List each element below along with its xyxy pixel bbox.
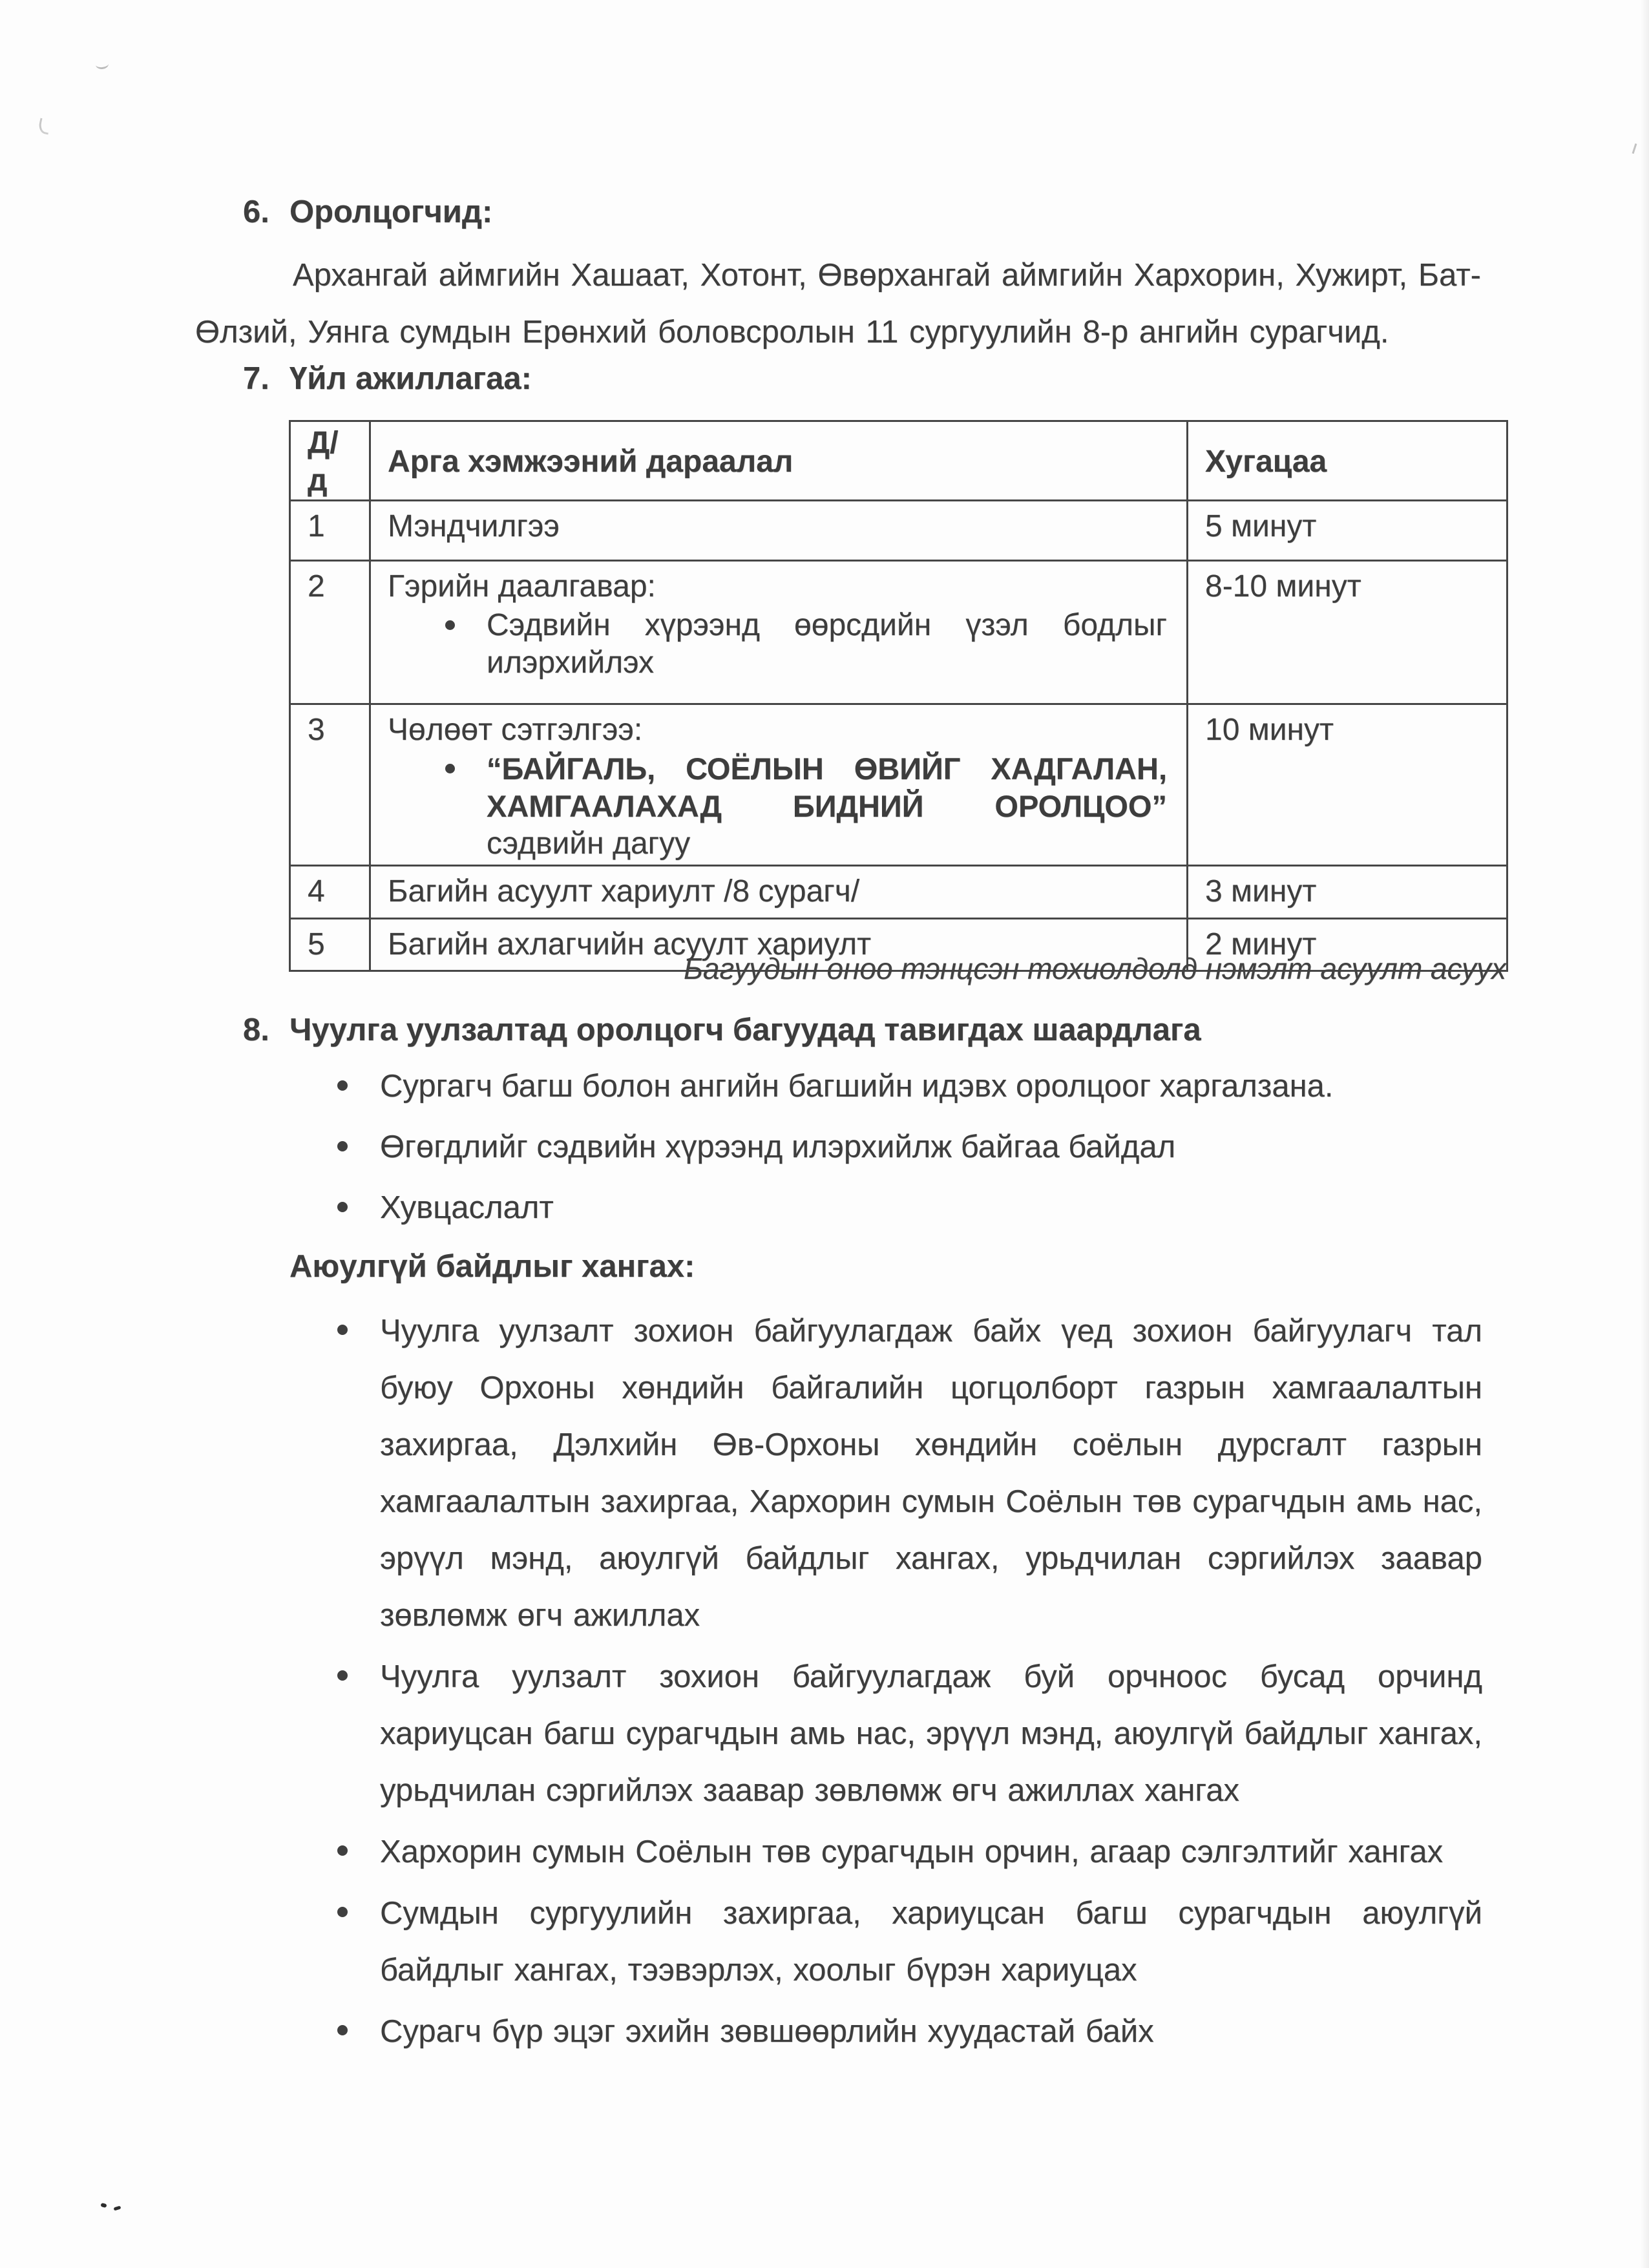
column-header-num: Д/д [290, 421, 370, 501]
activity-sub-item-text: Сэдвийн хүрээнд өөрсдийн үзэл бодлыг илэрхийлэх [487, 608, 1167, 680]
list-item-text: Сумдын сургуулийн захиргаа, хариуцсан багш сурагчдын аюулгүй байдлыг хангах, тээвэрлэх, хоолыг бүрэн хариуцах [380, 1896, 1482, 1988]
activity-table-wrap [289, 420, 1510, 972]
bullet-icon [337, 1845, 348, 1856]
activity-cell: Багийн ахлагчийн асуулт хариулт [370, 919, 1188, 971]
safety-heading: Аюулгүй байдлыг хангах: [289, 1249, 695, 1284]
section-8-number: 8. [243, 1013, 269, 1047]
safety-list [380, 1303, 1482, 2064]
duration-cell: 10 минут [1188, 704, 1507, 866]
list-item [380, 1303, 1482, 1644]
list-item-text: Өгөгдлийг сэдвийн хүрээнд илэрхийлж байгаа байдал [380, 1129, 1176, 1164]
list-item-text: Чуулга уулзалт зохион байгуулагдаж байх үед зохион байгуулагч тал буюу Орхоны хөндийн байгалийн цогцолборт газрын хамгаалалтын захиргаа, Дэлхийн Өв-Орхоны хөндийн соёлын дурсгалт газрын хамгаалалтын захиргаа, Хархорин сумын Соёлын төв сурагчдын амь нас, эрүүл мэнд, аюулгүй байдлыг хангах, урьдчилан сэргийлэх заавар зөвлөмж өгч ажиллах [380, 1314, 1482, 1633]
section-7-heading [243, 361, 532, 397]
participants-paragraph: Архангай аймгийн Хашаат, Хотонт, Өвөрхангай аймгийн Хархорин, Хужирт, Бат-Өлзий, Уянга сумдын Ерөнхий боловсролын 11 сургуулийн 8-р ангийн сурагчид. [195, 258, 1481, 350]
bullet-icon [445, 620, 455, 630]
table-footnote: Багуудын оноо тэнцсэн тохиолдолд нэмэлт асуулт асуух [683, 952, 1506, 985]
activity-sub-item [487, 750, 1167, 825]
column-header-activity: Арга хэмжээний дараалал [370, 421, 1188, 501]
scan-artifact [37, 118, 51, 134]
scan-edge-shading [1640, 0, 1649, 2268]
bullet-icon [337, 1670, 348, 1681]
scan-artifact [113, 2205, 121, 2210]
table-header-row [290, 421, 1507, 501]
list-item [380, 2003, 1482, 2060]
duration-cell: 3 минут [1188, 866, 1507, 919]
bullet-icon [337, 1907, 348, 1917]
list-item-text: Сурагч бүр эцэг эхийн зөвшөөрлийн хуудастай байх [380, 2014, 1154, 2049]
table-row [290, 501, 1507, 561]
list-item-text: Хувцаслалт [380, 1190, 554, 1225]
table-row [290, 561, 1507, 704]
duration-cell: 2 минут [1188, 919, 1507, 971]
row-number-cell: 3 [290, 704, 370, 866]
column-header-duration: Хугацаа [1188, 421, 1507, 501]
duration-cell: 5 минут [1188, 501, 1507, 561]
activity-table [289, 420, 1508, 972]
bullet-icon [337, 1080, 348, 1091]
table-row [290, 866, 1507, 919]
scan-artifact [95, 59, 109, 70]
section-7-title: Үйл ажиллагаа: [289, 361, 532, 396]
section-8-heading [243, 1012, 1201, 1048]
duration-cell: 8-10 минут [1188, 561, 1507, 704]
list-item [380, 1823, 1482, 1880]
bullet-icon [337, 1202, 348, 1212]
activity-title: Гэрийн даалгавар: [388, 569, 656, 604]
activity-cell [370, 561, 1188, 704]
bullet-icon [445, 764, 455, 773]
row-number-cell: 1 [290, 501, 370, 561]
activity-cell: Мэндчилгээ [370, 501, 1188, 561]
activity-sub-item [487, 607, 1167, 682]
table-row [290, 704, 1507, 866]
list-item [380, 1885, 1482, 1999]
list-item-text: Сургагч багш болон ангийн багшийн идэвх оролцоог харгалзана. [380, 1069, 1334, 1104]
activity-title: Чөлөөт сэтгэлгээ: [388, 713, 643, 747]
activity-cell [370, 704, 1188, 866]
section-7-number: 7. [243, 361, 269, 396]
list-item [380, 1128, 1517, 1166]
requirements-list [380, 1067, 1517, 1250]
list-item [380, 1189, 1517, 1226]
list-item-text: Хархорин сумын Соёлын төв сурагчдын орчин, агаар сэлгэлтийг хангах [380, 1834, 1444, 1869]
section-8-title: Чуулга уулзалтад оролцогч багуудад тавигдах шаардлага [289, 1013, 1201, 1047]
bullet-icon [337, 2025, 348, 2035]
list-item-text: Чуулга уулзалт зохион байгуулагдаж буй орчноос бусад орчинд хариуцсан багш сурагчдын амь нас, эрүүл мэнд, аюулгүй байдлыг хангах, урьдчилан сэргийлэх заавар зөвлөмж өгч ажиллах хангах [380, 1659, 1482, 1808]
section-6-heading [243, 194, 492, 230]
row-number-cell: 4 [290, 866, 370, 919]
activity-cell: Багийн асуулт хариулт /8 сурагч/ [370, 866, 1188, 919]
scan-artifact [100, 2203, 107, 2208]
row-number-cell: 2 [290, 561, 370, 704]
scan-artifact [1632, 143, 1637, 154]
activity-sub-item-tail: сэдвийн дагуу [487, 826, 691, 861]
list-item [380, 1648, 1482, 1819]
section-6-title: Оролцогчид: [289, 194, 493, 229]
bullet-icon [337, 1141, 348, 1151]
bullet-icon [337, 1325, 348, 1335]
activity-sub-item-text-emphasis: “БАЙГАЛЬ, СОЁЛЫН ӨВИЙГ ХАДГАЛАН, ХАМГААЛАХАД БИДНИЙ ОРОЛЦОО” [487, 751, 1167, 823]
section-6-number: 6. [243, 194, 269, 229]
list-item [380, 1067, 1517, 1105]
row-number-cell: 5 [290, 919, 370, 971]
